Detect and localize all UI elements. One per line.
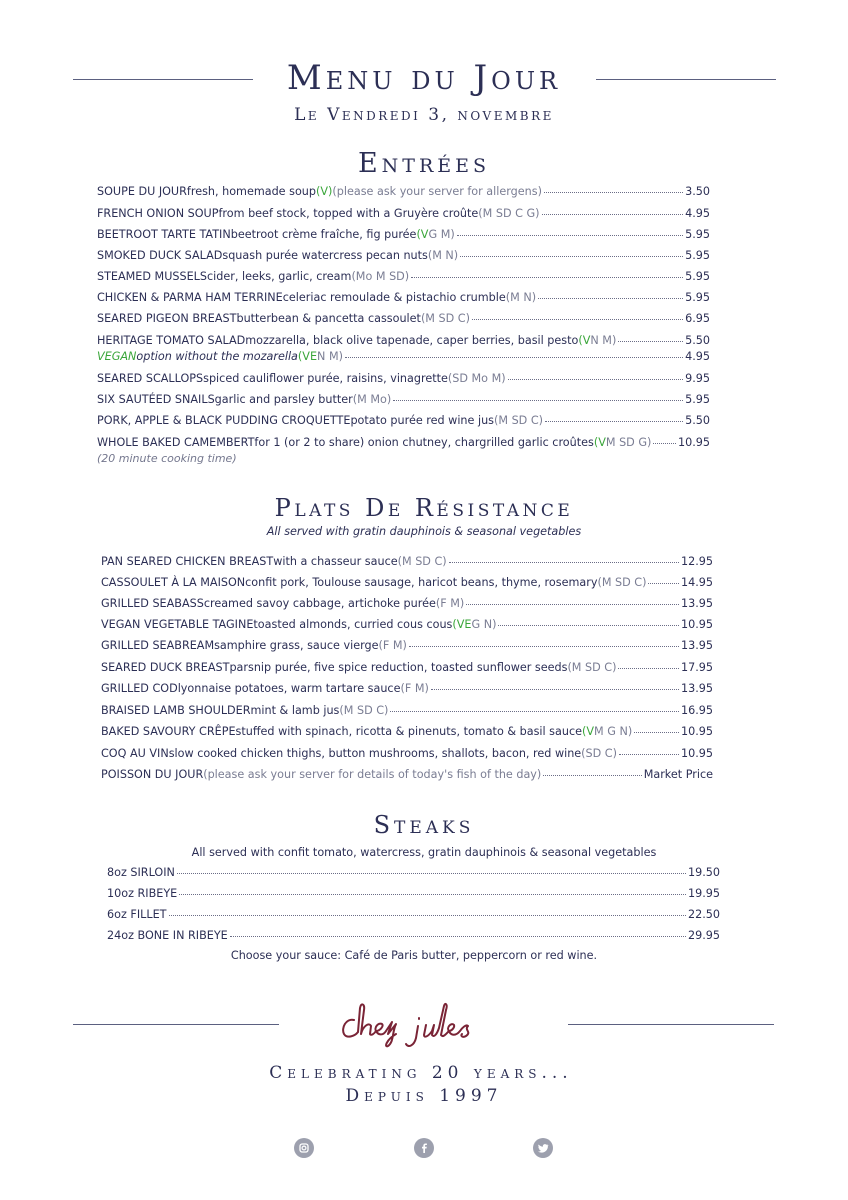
menu-item xyxy=(107,866,720,880)
vegetarian-mark: (VE xyxy=(452,618,472,631)
dish-description: from beef stock, topped with a Gruyère croûte xyxy=(218,207,479,220)
menu-item xyxy=(97,414,710,428)
dot-leader xyxy=(431,689,679,690)
allergen-codes: (M SD C) xyxy=(567,661,617,674)
dish-price: 5.95 xyxy=(685,291,710,304)
dish-price: 13.95 xyxy=(680,597,713,610)
allergen-codes: (SD C) xyxy=(581,747,617,760)
dish-name: SOUPE DU JOUR xyxy=(97,185,187,198)
dish-price: 22.50 xyxy=(687,908,720,921)
menu-item xyxy=(97,270,710,284)
dot-leader xyxy=(619,754,679,755)
dish-price: 10.95 xyxy=(680,725,713,738)
menu-item xyxy=(97,291,710,305)
menu-item xyxy=(101,661,713,675)
section-title-steaks: Steaks xyxy=(373,811,475,839)
dot-leader xyxy=(542,214,684,215)
dish-price: 10.95 xyxy=(677,436,710,449)
dish-name: GRILLED SEABASS xyxy=(101,597,204,610)
dot-leader xyxy=(460,256,683,257)
dish-price: 10.95 xyxy=(680,618,713,631)
allergen-codes: (M N) xyxy=(505,291,537,304)
dish-price: 4.95 xyxy=(685,350,710,363)
allergen-codes: N M) xyxy=(590,334,617,347)
dish-price: 5.95 xyxy=(685,393,710,406)
dish-price: 13.95 xyxy=(680,682,713,695)
dish-price: 9.95 xyxy=(685,372,710,385)
menu-item xyxy=(101,725,713,739)
dish-price: 10.95 xyxy=(680,747,713,760)
dot-leader xyxy=(177,873,686,874)
menu-item xyxy=(107,929,720,943)
dish-name: SEARED PIGEON BREAST xyxy=(97,312,237,325)
menu-item xyxy=(101,682,713,696)
dish-description: creamed savoy cabbage, artichoke purée xyxy=(203,597,436,610)
menu-item xyxy=(97,249,710,263)
dish-price: 13.95 xyxy=(680,639,713,652)
dish-description: parsnip purée, five spice reduction, toasted sunflower seeds xyxy=(229,661,568,674)
dot-leader xyxy=(230,936,686,937)
sauce-note: Choose your sauce: Café de Paris butter, peppercorn or red wine. xyxy=(230,949,598,962)
dot-leader xyxy=(634,732,679,733)
menu-item xyxy=(101,597,713,611)
footer-rule-left xyxy=(73,1024,279,1025)
allergen-codes: (M SD C) xyxy=(597,576,647,589)
dish-name: FRENCH ONION SOUP xyxy=(97,207,219,220)
vegan-label: VEGAN xyxy=(97,350,137,363)
allergen-codes: (please ask your server for allergens) xyxy=(332,185,542,198)
dish-name: SEARED DUCK BREAST xyxy=(101,661,230,674)
dish-price: 5.50 xyxy=(685,334,710,347)
menu-item xyxy=(97,334,710,348)
dish-description: fresh, homemade soup xyxy=(186,185,316,198)
dish-description: slow cooked chicken thighs, button mushrooms, shallots, bacon, red wine xyxy=(168,747,582,760)
section-title-plats: Plats De Résistance xyxy=(274,494,574,522)
dot-leader xyxy=(393,400,683,401)
dot-leader xyxy=(498,625,679,626)
dish-price: 4.95 xyxy=(685,207,710,220)
allergen-codes: (M SD C) xyxy=(339,704,389,717)
dish-name: HERITAGE TOMATO SALAD xyxy=(97,334,246,347)
allergen-codes: (M SD C) xyxy=(397,555,447,568)
dish-name: GRILLED COD xyxy=(101,682,178,695)
dish-price: 16.95 xyxy=(680,704,713,717)
menu-item xyxy=(101,576,713,590)
dish-description: potato purée red wine jus xyxy=(350,414,494,427)
menu-item xyxy=(97,185,710,199)
footer-rule-right xyxy=(568,1024,774,1025)
dot-leader xyxy=(543,775,641,776)
dish-price: 14.95 xyxy=(680,576,713,589)
allergen-codes: M G N) xyxy=(594,725,633,738)
dot-leader xyxy=(179,894,686,895)
dot-leader xyxy=(653,443,676,444)
dish-name: BAKED SAVOURY CRÊPE xyxy=(101,725,236,738)
dish-name: 6oz FILLET xyxy=(107,908,167,921)
section-title-entrees: Entrées xyxy=(357,148,491,179)
dish-description: lyonnaise potatoes, warm tartare sauce xyxy=(177,682,401,695)
allergen-codes: G N) xyxy=(471,618,497,631)
menu-item xyxy=(107,908,720,922)
menu-date: Le Vendredi 3, novembre xyxy=(294,105,554,125)
dish-name: SIX SAUTÉED SNAILS xyxy=(97,393,215,406)
menu-item xyxy=(101,747,713,761)
footer-since: Depuis 1997 xyxy=(345,1086,503,1106)
vegetarian-mark: (V xyxy=(416,228,429,241)
dish-description: for 1 (or 2 to share) onion chutney, chargrilled garlic croûtes xyxy=(254,436,594,449)
dish-price: 5.50 xyxy=(685,414,710,427)
steaks-subtitle: All served with confit tomato, watercress, gratin dauphinois & seasonal vegetables xyxy=(191,846,657,859)
allergen-codes: M SD G) xyxy=(605,436,652,449)
allergen-codes: (Mo M SD) xyxy=(351,270,410,283)
dish-price: 19.95 xyxy=(687,887,720,900)
dot-leader xyxy=(169,915,686,916)
dish-price: 29.95 xyxy=(687,929,720,942)
dish-price: 6.95 xyxy=(685,312,710,325)
menu-title: Menu du Jour xyxy=(286,58,562,98)
dish-name: CHICKEN & PARMA HAM TERRINE xyxy=(97,291,283,304)
dish-description: spiced cauliflower purée, raisins, vinagrette xyxy=(203,372,448,385)
dish-price: 3.50 xyxy=(685,185,710,198)
dish-price: 5.95 xyxy=(685,249,710,262)
allergen-codes: (M SD C) xyxy=(494,414,544,427)
dish-description: celeriac remoulade & pistachio crumble xyxy=(282,291,506,304)
dot-leader xyxy=(466,604,679,605)
allergen-codes: (M SD C) xyxy=(420,312,470,325)
allergen-codes: (M N) xyxy=(427,249,459,262)
vegan-mark: (VE xyxy=(297,350,318,363)
dish-description: squash purée watercress pecan nuts xyxy=(222,249,428,262)
allergen-codes: (SD Mo M) xyxy=(447,372,506,385)
dot-leader xyxy=(457,235,683,236)
dish-description: confit pork, Toulouse sausage, haricot beans, thyme, rosemary xyxy=(245,576,598,589)
menu-item xyxy=(97,436,710,450)
dot-leader xyxy=(538,298,683,299)
dish-price: 12.95 xyxy=(680,555,713,568)
vegan-text: option without the mozarella xyxy=(136,350,298,363)
instagram-icon[interactable] xyxy=(294,1138,314,1158)
dish-description: with a chasseur sauce xyxy=(273,555,398,568)
vegetarian-mark: (V) xyxy=(316,185,333,198)
cooking-time-note: (20 minute cooking time) xyxy=(97,452,237,465)
allergen-codes: (F M) xyxy=(400,682,429,695)
dish-name: STEAMED MUSSELS xyxy=(97,270,207,283)
dish-name: WHOLE BAKED CAMEMBERT xyxy=(97,436,255,449)
dish-name: BRAISED LAMB SHOULDER xyxy=(101,704,251,717)
vegan-option xyxy=(97,350,710,364)
dish-name: SEARED SCALLOPS xyxy=(97,372,204,385)
dot-leader xyxy=(618,668,679,669)
menu-item xyxy=(101,704,713,718)
dish-name: POISSON DU JOUR xyxy=(101,768,204,781)
twitter-icon[interactable] xyxy=(533,1138,553,1158)
dish-name: 8oz SIRLOIN xyxy=(107,866,175,879)
dish-name: GRILLED SEABREAM xyxy=(101,639,215,652)
dish-description: garlic and parsley butter xyxy=(214,393,353,406)
dish-description: butterbean & pancetta cassoulet xyxy=(236,312,421,325)
dish-description: mozzarella, black olive tapenade, caper berries, basil pesto xyxy=(245,334,579,347)
dish-name: BEETROOT TARTE TATIN xyxy=(97,228,231,241)
dot-leader xyxy=(411,277,683,278)
menu-item xyxy=(101,618,713,632)
dot-leader xyxy=(648,583,678,584)
plats-subtitle: All served with gratin dauphinois & seasonal vegetables xyxy=(266,525,582,538)
menu-item xyxy=(107,887,720,901)
dish-description: beetroot crème fraîche, fig purée xyxy=(230,228,417,241)
dot-leader xyxy=(449,562,679,563)
menu-item xyxy=(97,207,710,221)
dish-name: SMOKED DUCK SALAD xyxy=(97,249,223,262)
vegetarian-mark: (V xyxy=(578,334,591,347)
dish-price: 5.95 xyxy=(685,270,710,283)
menu-item xyxy=(97,372,710,386)
allergen-codes: (M SD C G) xyxy=(478,207,540,220)
allergen-codes: G M) xyxy=(428,228,455,241)
menu-item xyxy=(101,639,713,653)
dish-description: toasted almonds, curried cous cous xyxy=(253,618,453,631)
dish-name: 24oz BONE IN RIBEYE xyxy=(107,929,228,942)
vegetarian-mark: (V xyxy=(593,436,606,449)
dish-name: PORK, APPLE & BLACK PUDDING CROQUETTE xyxy=(97,414,351,427)
chez-jules-logo xyxy=(338,998,510,1050)
allergen-codes: (M Mo) xyxy=(352,393,392,406)
menu-item xyxy=(97,312,710,326)
dish-description: cider, leeks, garlic, cream xyxy=(207,270,352,283)
allergen-codes: (please ask your server for details of today's fish of the day) xyxy=(203,768,542,781)
dot-leader xyxy=(545,421,683,422)
allergen-codes: N M) xyxy=(317,350,343,363)
allergen-codes: (F M) xyxy=(378,639,407,652)
dot-leader xyxy=(345,357,683,358)
menu-item xyxy=(97,393,710,407)
dish-name: 10oz RIBEYE xyxy=(107,887,178,900)
dot-leader xyxy=(472,319,683,320)
dish-description: mint & lamb jus xyxy=(250,704,340,717)
dish-name: CASSOULET À LA MAISON xyxy=(101,576,246,589)
allergen-codes: (F M) xyxy=(435,597,465,610)
dish-name: PAN SEARED CHICKEN BREAST xyxy=(101,555,274,568)
facebook-icon[interactable] xyxy=(414,1138,434,1158)
dish-price: Market Price xyxy=(643,768,713,781)
dot-leader xyxy=(618,341,683,342)
footer-tagline: Celebrating 20 years... xyxy=(269,1063,573,1083)
dot-leader xyxy=(544,192,683,193)
menu-item xyxy=(101,555,713,569)
menu-item xyxy=(97,228,710,242)
dish-price: 17.95 xyxy=(680,661,713,674)
dish-description: stuffed with spinach, ricotta & pinenuts, tomato & basil sauce xyxy=(235,725,582,738)
dish-price: 19.50 xyxy=(687,866,720,879)
dot-leader xyxy=(390,711,679,712)
dish-description: samphire grass, sauce vierge xyxy=(214,639,379,652)
vegetarian-mark: (V xyxy=(582,725,595,738)
menu-item xyxy=(101,768,713,782)
dot-leader xyxy=(409,646,679,647)
dish-price: 5.95 xyxy=(685,228,710,241)
dot-leader xyxy=(508,379,683,380)
dish-name: COQ AU VIN xyxy=(101,747,169,760)
dish-name: VEGAN VEGETABLE TAGINE xyxy=(101,618,254,631)
